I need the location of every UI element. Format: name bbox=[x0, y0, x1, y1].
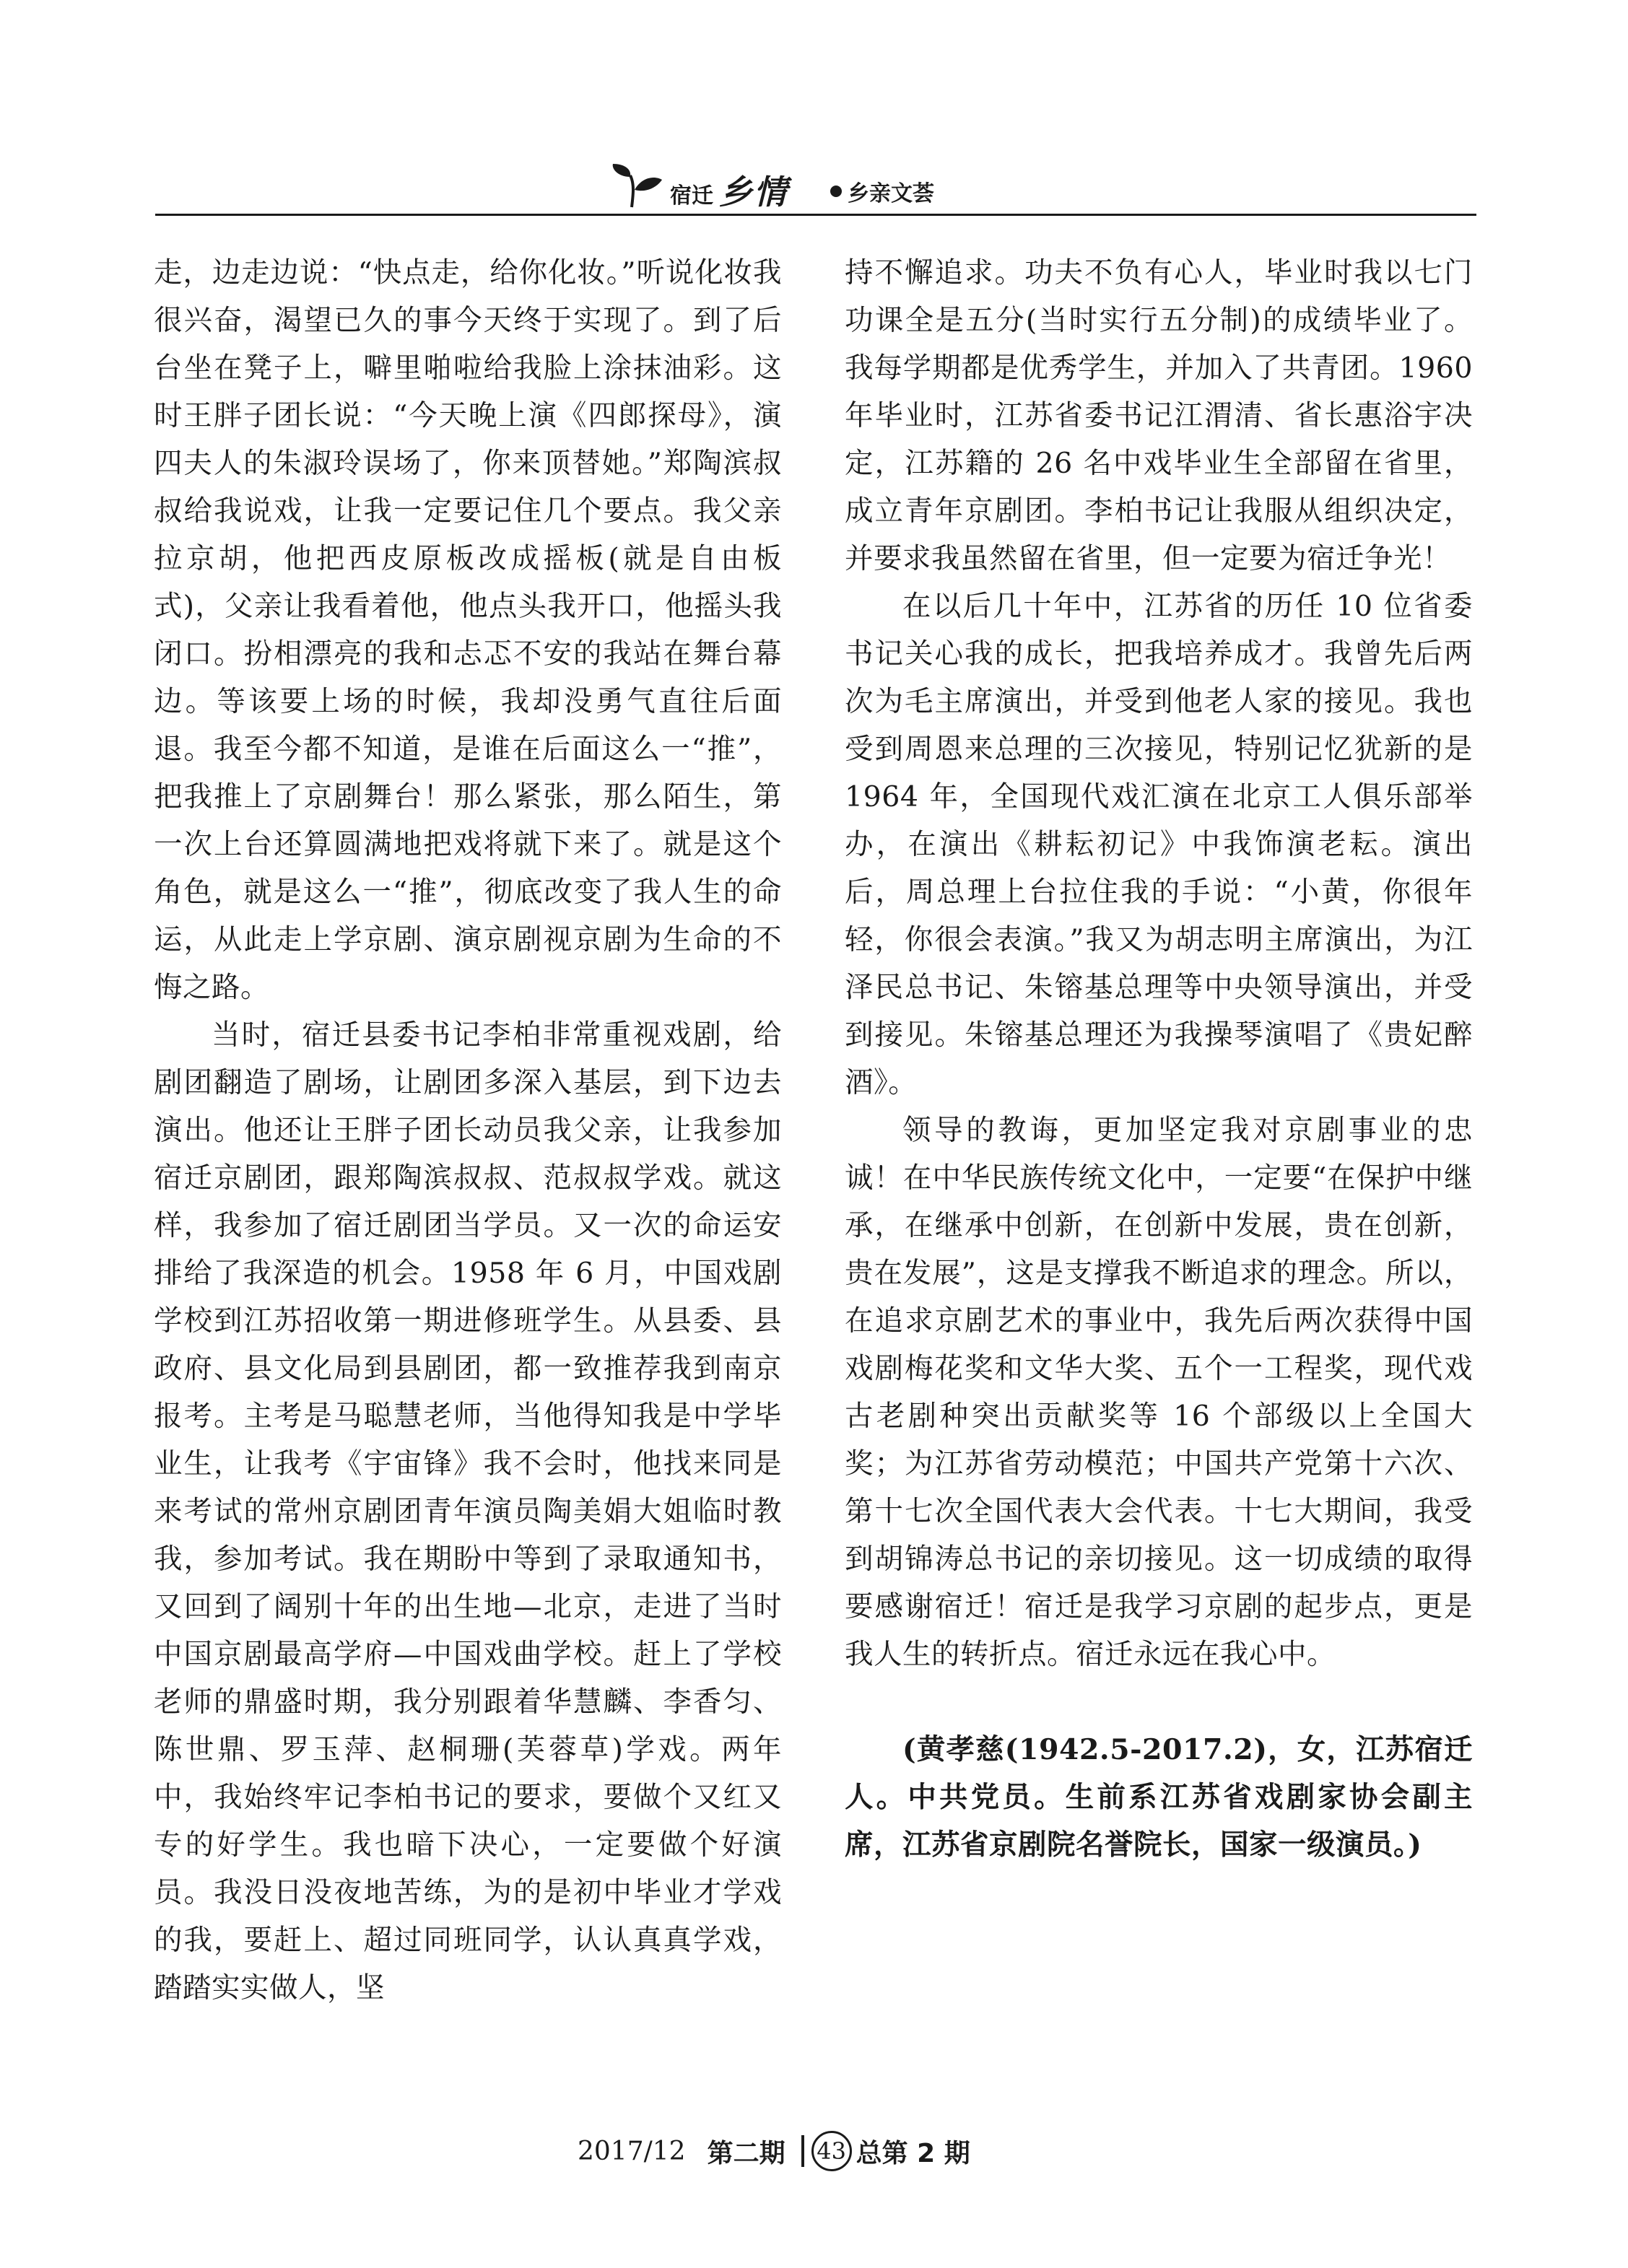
masthead-title: 乡情 bbox=[719, 173, 788, 211]
masthead-place: 宿迁 bbox=[670, 183, 713, 209]
spacer bbox=[845, 1678, 1473, 1726]
header-divider bbox=[155, 214, 1476, 216]
paragraph: 在以后几十年中，江苏省的历任 10 位省委书记关心我的成长，把我培养成才。我曾先后两次为毛主席演出，并受到他老人家的接见。我也受到周恩来总理的三次接见，特别记忆犹新的是 1964 年，全国现代戏汇演在北京工人俱乐部举办，在演出《耕耘初记》中我饰演老耘。演出后，周总理上台拉住我的手说：“小黄，你很年轻，你很会表演。”我又为胡志明主席演出，为江泽民总书记、朱镕基总理等中央领导演出，并受到接见。朱镕基总理还为我操琴演唱了《贵妃醉酒》。 bbox=[845, 590, 1473, 1099]
page-number: 43 bbox=[811, 2131, 852, 2171]
footer-divider bbox=[801, 2135, 804, 2167]
masthead bbox=[670, 167, 788, 214]
page-footer bbox=[0, 2126, 1628, 2176]
paragraph: 当时，宿迁县委书记李柏非常重视戏剧，给剧团翻造了剧场，让剧团多深入基层，到下边去演出。他还让王胖子团长动员我父亲，让我参加宿迁京剧团，跟郑陶滨叔叔、范叔叔学戏。就这样，我参加了宿迁剧团当学员。又一次的命运安排给了我深造的机会。1958 年 6 月，中国戏剧学校到江苏招收第一期进修班学生。从县委、县政府、县文化局到县剧团，都一致推荐我到南京报考。主考是马聪慧老师，当他得知我是中学毕业生，让我考《宇宙锋》我不会时，他找来同是来考试的常州京剧团青年演员陶美娟大姐临时教我，参加考试。我在期盼中等到了录取通知书，又回到了阔别十年的出生地—北京，走进了当时中国京剧最高学府—中国戏曲学校。赶上了学校老师的鼎盛时期，我分别跟着华慧麟、李香匀、陈世鼎、罗玉萍、赵桐珊(芙蓉草)学戏。两年中，我始终牢记李柏书记的要求，要做个又红又专的好学生。我也暗下决心，一定要做个好演员。我没日没夜地苦练，为的是初中毕业才学戏的我，要赶上、超过同班同学，认认真真学戏，踏踏实实做人，坚 bbox=[154, 1019, 782, 2005]
leaf-logo-icon bbox=[610, 162, 668, 209]
footer-issue: 第二期 bbox=[707, 2138, 785, 2168]
paragraph: 走，边走边说：“快点走，给你化妆。”听说化妆我很兴奋，渴望已久的事今天终于实现了。到了后台坐在凳子上，噼里啪啦给我脸上涂抹油彩。这时王胖子团长说：“今天晚上演《四郎探母》，演四夫人的朱淑玲误场了，你来顶替她。”郑陶滨叔叔给我说戏，让我一定要记住几个要点。我父亲拉京胡，他把西皮原板改成摇板(就是自由板式)，父亲让我看着他，他点头我开口，他摇头我闭口。扮相漂亮的我和忐忑不安的我站在舞台幕边。等该要上场的时候，我却没勇气直往后面退。我至今都不知道，是谁在后面这么一“推”，把我推上了京剧舞台！那么紧张，那么陌生，第一次上台还算圆满地把戏将就下来了。就是这个角色，就是这么一“推”，彻底改变了我人生的命运，从此走上学京剧、演京剧视京剧为生命的不悔之路。 bbox=[154, 256, 782, 1004]
footer-total-issue: 总第 2 期 bbox=[856, 2138, 970, 2168]
section-tag bbox=[830, 175, 934, 207]
paragraph: 领导的教诲，更加坚定我对京剧事业的忠诚！在中华民族传统文化中，一定要“在保护中继承，在继承中创新，在创新中发展，贵在创新，贵在发展”，这是支撑我不断追求的理念。所以，在追求京剧艺术的事业中，我先后两次获得中国戏剧梅花奖和文华大奖、五个一工程奖，现代戏古老剧种突出贡献奖等 16 个部级以上全国大奖；为江苏省劳动模范；中国共产党第十六次、第十七次全国代表大会代表。十七大期间，我受到胡锦涛总书记的亲切接见。这一切成绩的取得要感谢宿迁！宿迁是我学习京剧的起步点，更是我人生的转折点。宿迁永远在我心中。 bbox=[845, 1114, 1473, 1671]
footer-info bbox=[578, 2126, 970, 2176]
left-column bbox=[154, 249, 782, 2012]
author-bio: (黄孝慈(1942.5-2017.2)，女，江苏宿迁人。中共党员。生前系江苏省戏剧家协会副主席，江苏省京剧院名誉院长，国家一级演员。) bbox=[845, 1733, 1473, 1862]
paragraph: 持不懈追求。功夫不负有心人，毕业时我以七门功课全是五分(当时实行五分制)的成绩毕业了。我每学期都是优秀学生，并加入了共青团。1960 年毕业时，江苏省委书记江渭清、省长惠浴宇决定，江苏籍的 26 名中戏毕业生全部留在省里，成立青年京剧团。李柏书记让我服从组织决定，并要求我虽然留在省里，但一定要为宿迁争光！ bbox=[845, 256, 1473, 575]
right-column bbox=[845, 249, 1473, 1869]
footer-date: 2017/12 bbox=[578, 2136, 686, 2166]
page-header bbox=[155, 148, 1476, 213]
bullet-icon bbox=[830, 186, 842, 197]
section-label: 乡亲文荟 bbox=[848, 181, 934, 206]
